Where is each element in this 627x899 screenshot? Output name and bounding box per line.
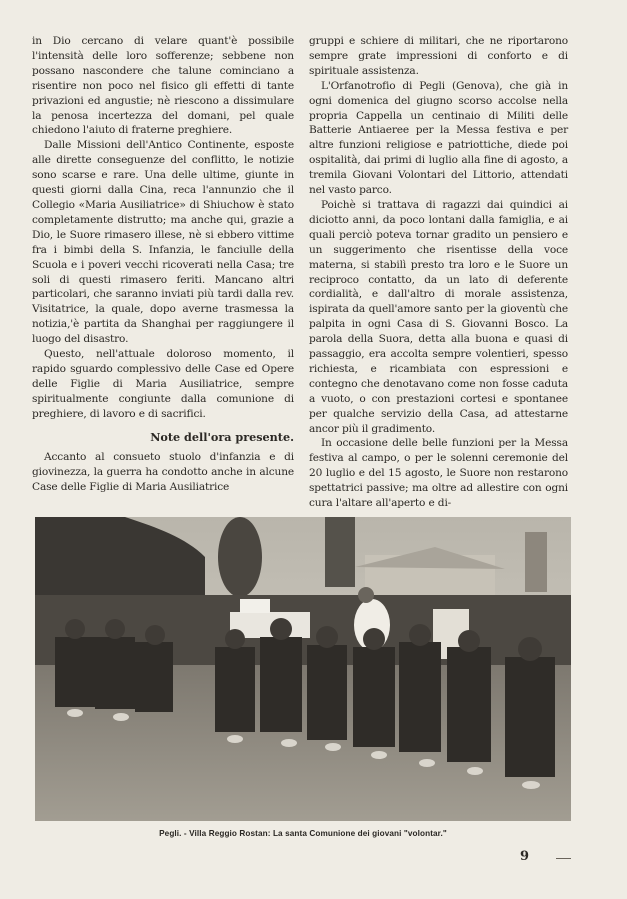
left-paragraph-3: Questo, nell'attuale doloroso momento, il rapido sguardo complessivo delle Case ed Opere delle Figlie di Maria Ausiliatrice, sempre spiritualmente congiunte dalla comunione di preghiere, di lavoro e di sacrifici. [32, 348, 294, 420]
page-number-dash [556, 858, 571, 859]
left-paragraph-4: Accanto al consueto stuolo d'infanzia e di giovinezza, la guerra ha condotto anche in alcune Case delle Figlie di Maria Ausiliatrice [32, 451, 294, 494]
photo-caption: Pegli. - Villa Reggio Rostan: La santa Comunione dei giovani "volontar." [159, 829, 447, 838]
left-paragraph-1: in Dio cercano di velare quant'è possibile l'intensità delle loro sofferenze; sebbene non possano nascondere che talune cominciano a risentire non poco nel fisico gli effetti di tante privazioni ed angustie; nè riescono a dissimulare la penosa incertezza del domani, pel quale chiedono l'aiuto di fraterne preghiere. [32, 35, 294, 137]
left-paragraph-2: Dalle Missioni dell'Antico Continente, esposte alle dirette conseguenze del conflitto, le notizie sono scarse e rare. Una delle ultime, giunte in questi giorni dalla Cina, reca l'annunzio che il Collegio «Maria Ausiliatrice» di Shiuchow è stato completamente distrutto; ma anche qui, grazie a Dio, le Suore rimasero illese, nè si ebbero vittime fra i bimbi della S. Infanzia, le fanciulle della Scuola e i poveri vecchi ricoverati nella Casa; tre soli di questi rimasero feriti. Mancano altri particolari, che saranno inviati più tardi dalla rev. Visitatrice, la quale, dopo averne trasmessa la notizia,'è partita da Shanghai per raggiungere il luogo del disastro. [32, 139, 294, 346]
communion-photo [35, 517, 571, 821]
left-column [32, 34, 294, 495]
right-paragraph-1: gruppi e schiere di militari, che ne riportarono sempre grate impressioni di conforto e di spirituale assistenza. [309, 35, 568, 77]
page-number: 9 [520, 849, 530, 864]
right-paragraph-2: L'Orfanotrofio di Pegli (Genova), che già in ogni domenica del giugno scorso accolse nella propria Cappella un centinaio di Militi delle Batterie Antiaeree per la Messa festiva e per altre funzioni religiose e patriottiche, diede poi ospitalità, dai primi di luglio alla fine di agosto, a tremila Giovani Volontari del Littorio, attendati nel vasto parco. [309, 79, 568, 197]
section-heading: Note dell'ora presente. [150, 429, 294, 444]
right-paragraph-3: Poichè si trattava di ragazzi dai quindici ai diciotto anni, da poco lontani dalla famiglia, e ai quali perciò poteva tornar gradito un pensiero e un suggerimento che risentisse della voce materna, si stabilì presto tra loro e le Suore un reciproco contatto, da un lato di deferente cordialità, e dall'altro di morale assistenza, ispirata da quell'amore santo per la gioventù che palpita in ogni Casa di S. Giovanni Bosco. La parola della Suora, detta alla buona e quasi di passaggio, era accolta sempre volentieri, spesso richiesta, e ricambiata con espressioni e contegno che denotavano come non fosse caduta a vuoto, o con prestazioni cortesi e spontanee per qualche servizio della Casa, ad attestarne ancor più il gradimento. [309, 198, 568, 435]
right-column [309, 34, 568, 511]
right-paragraph-4: In occasione delle belle funzioni per la Messa festiva al campo, o per le solenni ceremonie del 20 luglio e del 15 agosto, le Suore non restarono spettatrici passive; ma oltre ad allestire con ogni cura l'altare all'aperto e di- [309, 437, 568, 510]
